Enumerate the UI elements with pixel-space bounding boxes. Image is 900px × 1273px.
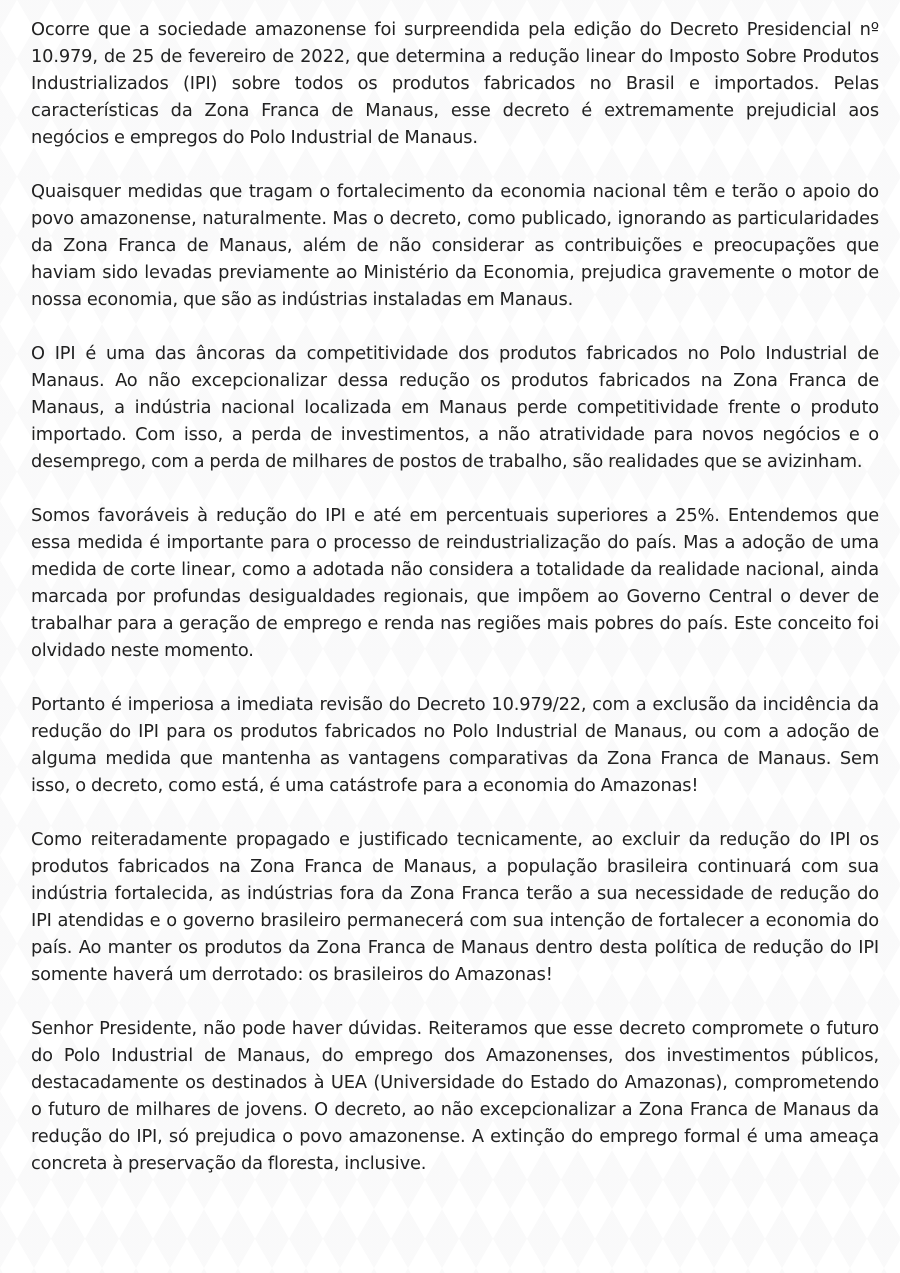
- paragraph-appeal-to-president: Senhor Presidente, não pode haver dúvidas. Reiteramos que esse decreto compromete o futuro do Polo Industrial de Manaus, do emprego dos Amazonenses, dos investimentos públicos, destacadamente os destinados à UEA (Universidade do Estado do Amazonas), comprometendo o futuro de milhares de jovens. O decreto, ao não excepcionalizar a Zona Franca de Manaus da redução do IPI, só prejudica o povo amazonense. A extinção do emprego formal é uma ameaça concreta à preservação da floresta, inclusive.: [31, 1018, 879, 1174]
- paragraph-ipi-competitiveness: O IPI é uma das âncoras da competitividade dos produtos fabricados no Polo Industrial de Manaus. Ao não excepcionalizar dessa redução os produtos fabricados na Zona Franca de Manaus, a indústria nacional localizada em Manaus perde competitividade frente o produto importado. Com isso, a perda de investimentos, a não atratividade para novos negócios e o desemprego, com a perda de milhares de postos de trabalho, são realidades que se avizinham.: [31, 343, 879, 472]
- paragraph-national-economy: Quaisquer medidas que tragam o fortalecimento da economia nacional têm e terão o apoio do povo amazonense, naturalmente. Mas o decreto, como publicado, ignorando as particularidades da Zona Franca de Manaus, além de não considerar as contribuições e preocupações que haviam sido levadas previamente ao Ministério da Economia, prejudica gravemente o motor de nossa economia, que são as indústrias instaladas em Manaus.: [31, 181, 879, 310]
- paragraph-technical-justification: Como reiteradamente propagado e justificado tecnicamente, ao excluir da redução do IPI os produtos fabricados na Zona Franca de Manaus, a população brasileira continuará com sua indústria fortalecida, as indústrias fora da Zona Franca terão a sua necessidade de redução do IPI atendidas e o governo brasileiro permanecerá com sua intenção de fortalecer a economia do país. Ao manter os produtos da Zona Franca de Manaus dentro desta política de redução do IPI somente haverá um derrotado: os brasileiros do Amazonas!: [31, 829, 879, 985]
- paragraph-decree-surprise: Ocorre que a sociedade amazonense foi surpreendida pela edição do Decreto Presidencial nº 10.979, de 25 de fevereiro de 2022, que determina a redução linear do Imposto Sobre Produtos Industrializados (IPI) sobre todos os produtos fabricados no Brasil e importados. Pelas características da Zona Franca de Manaus, esse decreto é extremamente prejudicial aos negócios e empregos do Polo Industrial de Manaus.: [31, 19, 879, 148]
- paragraph-ipi-reduction-position: Somos favoráveis à redução do IPI e até em percentuais superiores a 25%. Entendemos que essa medida é importante para o processo de reindustrialização do país. Mas a adoção de uma medida de corte linear, como a adotada não considera a totalidade da realidade nacional, ainda marcada por profundas desigualdades regionais, que impõem ao Governo Central o dever de trabalhar para a geração de emprego e renda nas regiões mais pobres do país. Este conceito foi olvidado neste momento.: [31, 505, 879, 661]
- letter-body: [31, 16, 879, 1177]
- paragraph-decree-revision: Portanto é imperiosa a imediata revisão do Decreto 10.979/22, com a exclusão da incidência da redução do IPI para os produtos fabricados no Polo Industrial de Manaus, ou com a adoção de alguma medida que mantenha as vantagens comparativas da Zona Franca de Manaus. Sem isso, o decreto, como está, é uma catástrofe para a economia do Amazonas!: [31, 694, 879, 796]
